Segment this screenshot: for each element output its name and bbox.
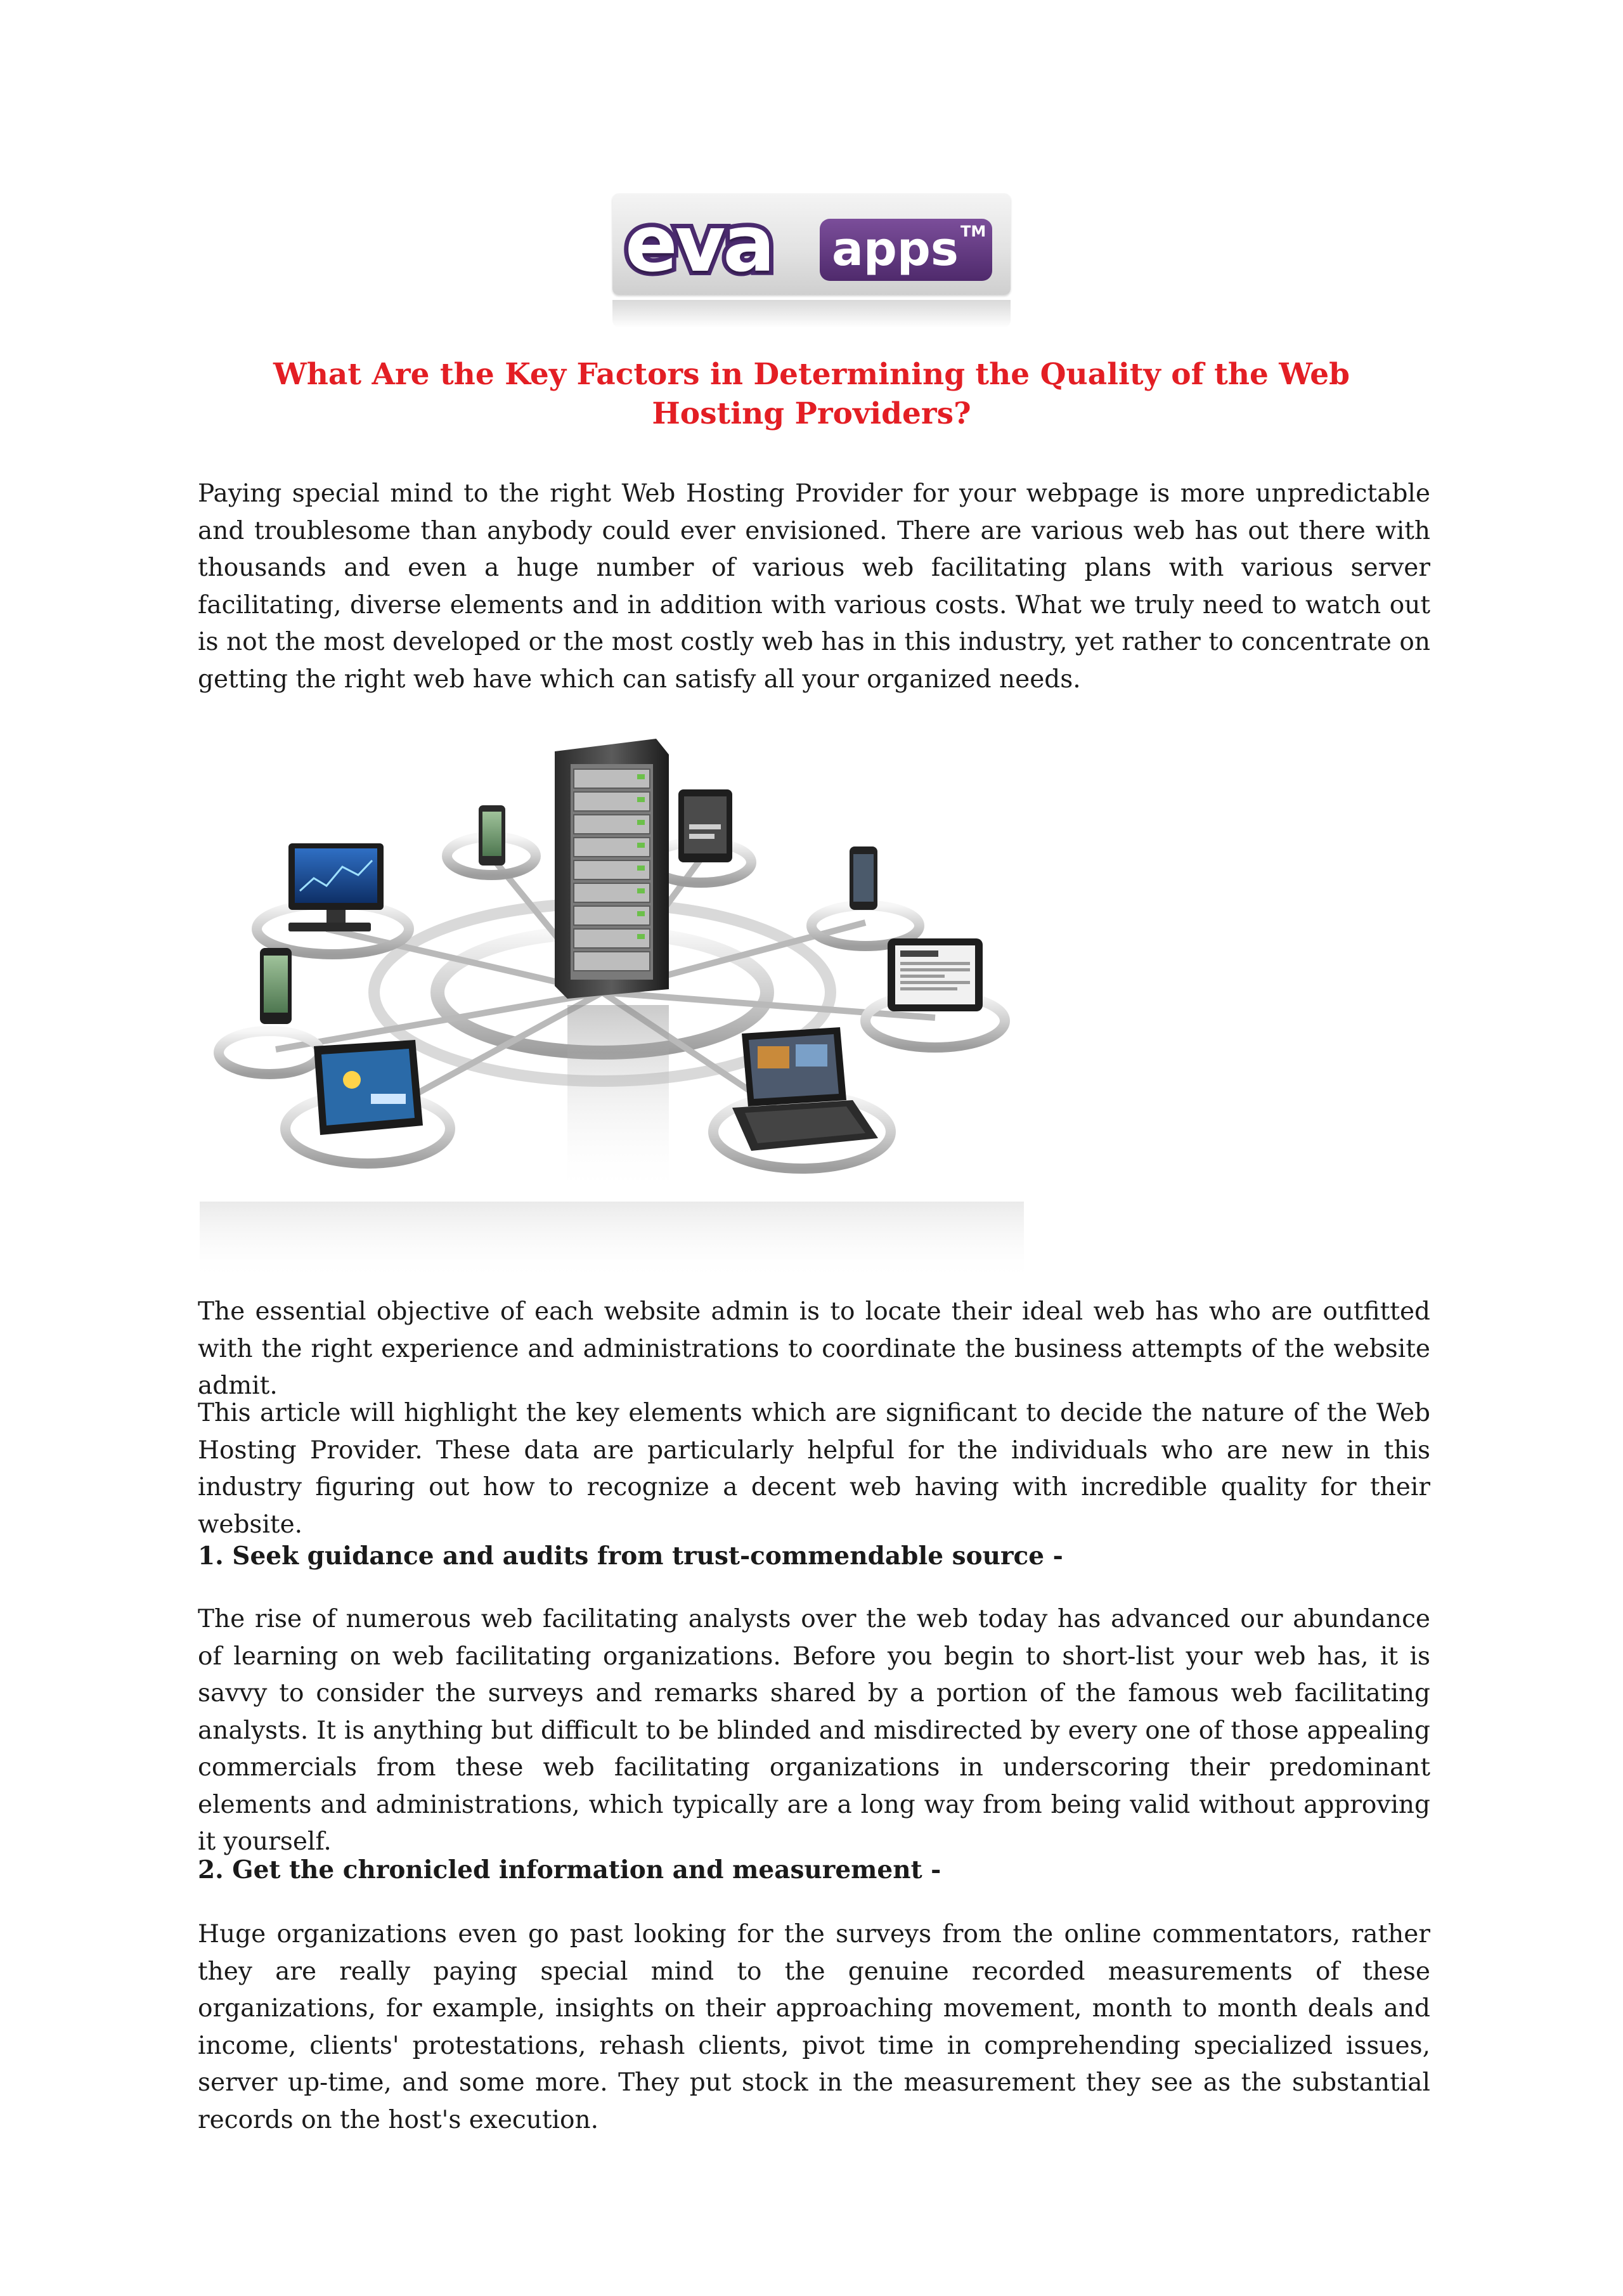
tablet-bottom-left	[314, 1040, 423, 1135]
section-1-paragraph: The rise of numerous web facilitating analysts over the web today has advanced our abundance of learning on web facilitating organizations. Before you begin to short-list your web has, it is savvy to consider the surveys and remarks shared by a portion of the famous web facilitating analysts. It is anything but difficult to be blinded and misdirected by every one of those appealing commercials from these web facilitating organizations in underscoring their predominant elements and administrations, which typically are a long way from being valid without approving it yourself.	[198, 1605, 1430, 1856]
intro-paragraph: Paying special mind to the right Web Hosting Provider for your webpage is more unpredictable and troublesome than anybody could ever envisioned. There are various web has out there with thousands and even a huge number of various web facilitating plans with various server facilitating, diverse elements and in addition with various costs. What we truly need to watch out is not the most developed or the most costly web has in this industry, yet rather to concentrate on getting the right web have which can satisfy all your organized needs.	[198, 479, 1430, 694]
hosting-network-illustration	[200, 720, 1024, 1281]
tablet-news	[888, 938, 983, 1011]
logo-reflection	[612, 300, 1011, 328]
desktop-monitor	[288, 843, 384, 931]
logo-trademark: TM	[960, 223, 986, 240]
page-title: What Are the Key Factors in Determining the Quality of the Web Hosting Providers?	[273, 357, 1350, 431]
server-rack	[555, 739, 669, 1195]
laptop	[732, 1027, 878, 1151]
objective-paragraph: The essential objective of each website admin is to locate their ideal web has who are outfitted with the right experience and administrations to coordinate the business attempts of the website admit.	[198, 1297, 1430, 1400]
section-1-heading: 1. Seek guidance and audits from trust-commendable source -	[198, 1541, 1063, 1571]
smartphone-right	[850, 846, 877, 910]
smartphone-top	[479, 805, 505, 866]
logo-apps-text: apps	[832, 222, 959, 276]
logo-eva-text: eva	[625, 199, 773, 289]
section-2-heading: 2. Get the chronicled information and measurement -	[198, 1855, 941, 1884]
eva-apps-logo	[609, 193, 1014, 330]
section-2-paragraph: Huge organizations even go past looking for the surveys from the online commentators, rather they are really paying special mind to the genuine recorded measurements of these organizations, for example, insights on their approaching movement, month to month deals and income, clients' protestations, rehash clients, pivot time in comprehending specialized issues, server up-time, and some more. They put stock in the measurement they see as the substantial records on the host's execution.	[198, 1920, 1430, 2134]
tablet-top-right	[678, 789, 732, 862]
highlight-paragraph: This article will highlight the key elements which are significant to decide the nature of the Web Hosting Provider. These data are particularly helpful for the individuals who are new in this industry figuring out how to recognize a decent web having with incredible quality for their website.	[198, 1399, 1430, 1539]
smartphone-left	[260, 948, 292, 1024]
